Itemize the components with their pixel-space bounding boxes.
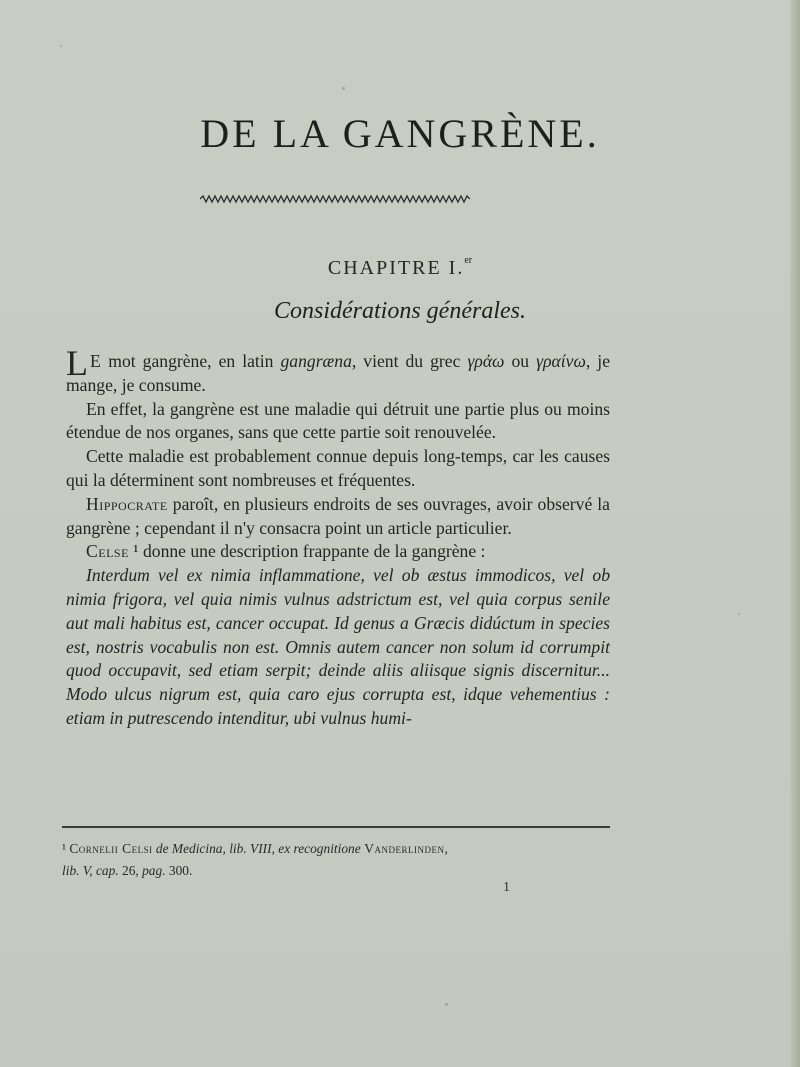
body-text <box>66 343 610 731</box>
text-run: lib. V, cap. <box>62 863 119 878</box>
text-run: de Medicina, <box>152 841 230 856</box>
paragraph-3: Cette maladie est probablement connue depuis long-temps, car les causes qui la déterminent sont nombreuses et fréquentes. <box>66 446 610 490</box>
text-run: paroît, en plusieurs endroits de ses ouvrages, avoir observé la gangrène ; cependant il n'y consacra point un article particulier. <box>66 493 610 538</box>
chapter-label: CHAPITRE I. <box>327 257 465 279</box>
footnote-mark: ¹ <box>62 841 67 856</box>
footnote <box>62 838 612 882</box>
greek-term: γραίνω <box>536 351 586 371</box>
paper-speck <box>445 1003 448 1006</box>
paragraph-1 <box>66 343 610 398</box>
text-run: donne une description frappante de la gangrène : <box>138 541 486 562</box>
footnote-divider <box>62 826 610 828</box>
chapter-heading <box>0 257 800 280</box>
book-spine-edge <box>790 0 800 1067</box>
paragraph-4 <box>66 493 610 541</box>
paragraph-5 <box>66 540 610 564</box>
author-name: Hippocrate <box>86 493 168 514</box>
page-title: DE LA GANGRÈNE. <box>200 111 600 156</box>
chapter-superscript: er <box>464 255 473 266</box>
latin-term: gangræna <box>280 351 352 371</box>
text-run: lib. VIII, ex recognitione <box>229 841 361 856</box>
small-caps-text: E <box>90 351 102 371</box>
signature-mark: 1 <box>503 880 510 895</box>
text-run: 300. <box>165 863 193 878</box>
greek-term: γρἀω <box>467 351 505 371</box>
text-run: , vient du grec <box>351 351 468 371</box>
text-run: mot gangrène, en latin <box>101 351 281 371</box>
latin-quotation: Interdum vel ex nimia inflammatione, vel ob æstus immodicos, vel ob nimia frigora, vel quia nimis vulnus adstrictum est, vel quia corpus senile aut mali habitus est, cancer occupat. Id genus a Græcis didúctum in species est, nostris vocabulis non est. Omnis autem cancer non solum id corrumpit quod occupavit, sed etiam serpit; deinde aliis aliisque signis discernitur... Modo ulcus nigrum est, quia caro ejus corrupta est, idque vehementius : etiam in putrescendo intenditur, ubi vulnus humi- <box>66 565 610 728</box>
text-run: pag. <box>142 863 166 878</box>
drop-cap: L <box>66 343 88 383</box>
paper-speck <box>342 87 345 90</box>
author-name: Celse <box>86 541 129 562</box>
text-run: 26, <box>118 863 143 878</box>
paper-speck <box>738 613 740 615</box>
ornamental-rule <box>200 192 470 206</box>
footnote-editor: Vanderlinden, <box>360 841 449 856</box>
footnote-reference: ¹ <box>128 541 139 562</box>
chapter-subtitle: Considérations générales. <box>274 298 526 324</box>
footnote-author: Cornelii Celsi <box>69 841 153 856</box>
text-run: ou <box>504 351 537 371</box>
paper-speck <box>60 45 62 47</box>
text-run: , je mange, je consume. <box>66 351 610 395</box>
paragraph-2: En effet, la gangrène est une maladie qui détruit une partie plus ou moins étendue de nos organes, sans que cette partie soit renouvelée. <box>66 398 610 443</box>
